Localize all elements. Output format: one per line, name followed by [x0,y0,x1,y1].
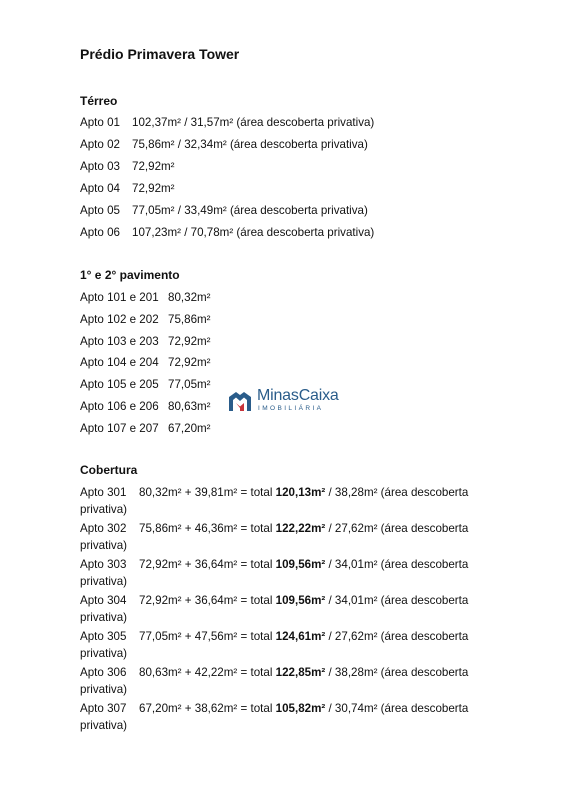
list-item [80,182,175,195]
list-item [80,291,211,304]
apto-area-descoberta: / 34,01m² (área descoberta privativa) [80,594,469,624]
apto-label: Apto 303 [80,558,127,571]
apto-label: Apto 306 [80,666,127,679]
list-item [80,400,211,413]
apto-area: 75,86m² / 32,34m² (área descoberta privativa) [132,138,368,151]
apto-area-sum: 80,32m² + 39,81m² = total [139,486,276,499]
list-item [80,378,211,391]
house-m-icon [227,389,253,413]
apto-label: Apto 302 [80,522,127,535]
list-item [80,335,211,348]
apto-area: 102,37m² / 31,57m² (área descoberta privativa) [132,116,375,129]
apto-area-descoberta: / 27,62m² (área descoberta privativa) [80,522,469,552]
list-item [80,484,480,518]
apto-label: Apto 301 [80,486,127,499]
apto-label: Apto 304 [80,594,127,607]
list-item [80,313,211,326]
apto-area: 77,05m² / 33,49m² (área descoberta privativa) [132,204,368,217]
apto-area-total: 120,13m² [275,486,326,499]
apto-area: 67,20m² [168,422,211,435]
apto-label: Apto 04 [80,182,120,195]
apto-area-sum: 75,86m² + 46,36m² = total [139,522,276,535]
apto-label: Apto 103 e 203 [80,335,159,348]
apto-area: 80,63m² [168,400,211,413]
apto-area-total: 105,82m² [275,702,326,715]
section-heading-pavimento: 1° e 2° pavimento [80,268,180,282]
logo-subtitle: IMOBILIÁRIA [258,405,324,412]
apto-area: 75,86m² [168,313,211,326]
apto-label: Apto 305 [80,630,127,643]
apto-area-descoberta: / 30,74m² (área descoberta privativa) [80,702,469,732]
apto-area-total: 109,56m² [275,558,326,571]
apto-label: Apto 06 [80,226,120,239]
apto-area: 77,05m² [168,378,211,391]
list-item [80,520,480,554]
apto-label: Apto 105 e 205 [80,378,159,391]
list-item [80,204,368,217]
apto-area-total: 124,61m² [275,630,326,643]
list-item [80,226,374,239]
logo-word-minas: Minas [257,387,299,404]
apto-area: 72,92m² [132,182,175,195]
apto-area-sum: 67,20m² + 38,62m² = total [139,702,276,715]
list-item [80,700,480,734]
apto-area-sum: 72,92m² + 36,64m² = total [139,594,276,607]
apto-area-sum: 77,05m² + 47,56m² = total [139,630,276,643]
list-item [80,556,480,590]
list-item [80,664,480,698]
list-item [80,116,374,129]
list-item [80,356,211,369]
apto-area-sum: 80,63m² + 42,22m² = total [139,666,276,679]
apto-label: Apto 106 e 206 [80,400,159,413]
list-item [80,160,175,173]
apto-label: Apto 02 [80,138,120,151]
apto-area-sum: 72,92m² + 36,64m² = total [139,558,276,571]
apto-area-total: 122,85m² [275,666,326,679]
apto-area-descoberta: / 38,28m² (área descoberta privativa) [80,666,469,696]
logo-word-caixa: Caixa [298,387,339,404]
apto-label: Apto 104 e 204 [80,356,159,369]
logo-wordmark [257,387,339,405]
apto-area-descoberta: / 38,28m² (área descoberta privativa) [80,486,469,516]
section-heading-terreo: Térreo [80,94,118,108]
apto-label: Apto 102 e 202 [80,313,159,326]
apto-area: 107,23m² / 70,78m² (área descoberta privativa) [132,226,375,239]
list-item [80,422,211,435]
minascaixa-logo [227,387,347,417]
list-item [80,592,480,626]
apto-area-descoberta: / 27,62m² (área descoberta privativa) [80,630,469,660]
apto-label: Apto 101 e 201 [80,291,159,304]
apto-area-total: 122,22m² [275,522,326,535]
apto-label: Apto 307 [80,702,127,715]
apto-area-descoberta: / 34,01m² (área descoberta privativa) [80,558,469,588]
apto-area: 72,92m² [132,160,175,173]
apto-label: Apto 107 e 207 [80,422,159,435]
apto-label: Apto 01 [80,116,120,129]
section-heading-cobertura: Cobertura [80,463,138,477]
apto-area: 80,32m² [168,291,211,304]
apto-area: 72,92m² [168,335,211,348]
apto-area-total: 109,56m² [275,594,326,607]
apto-label: Apto 03 [80,160,120,173]
apto-area: 72,92m² [168,356,211,369]
page-title: Prédio Primavera Tower [80,46,240,62]
list-item [80,628,480,662]
apto-label: Apto 05 [80,204,120,217]
list-item [80,138,368,151]
